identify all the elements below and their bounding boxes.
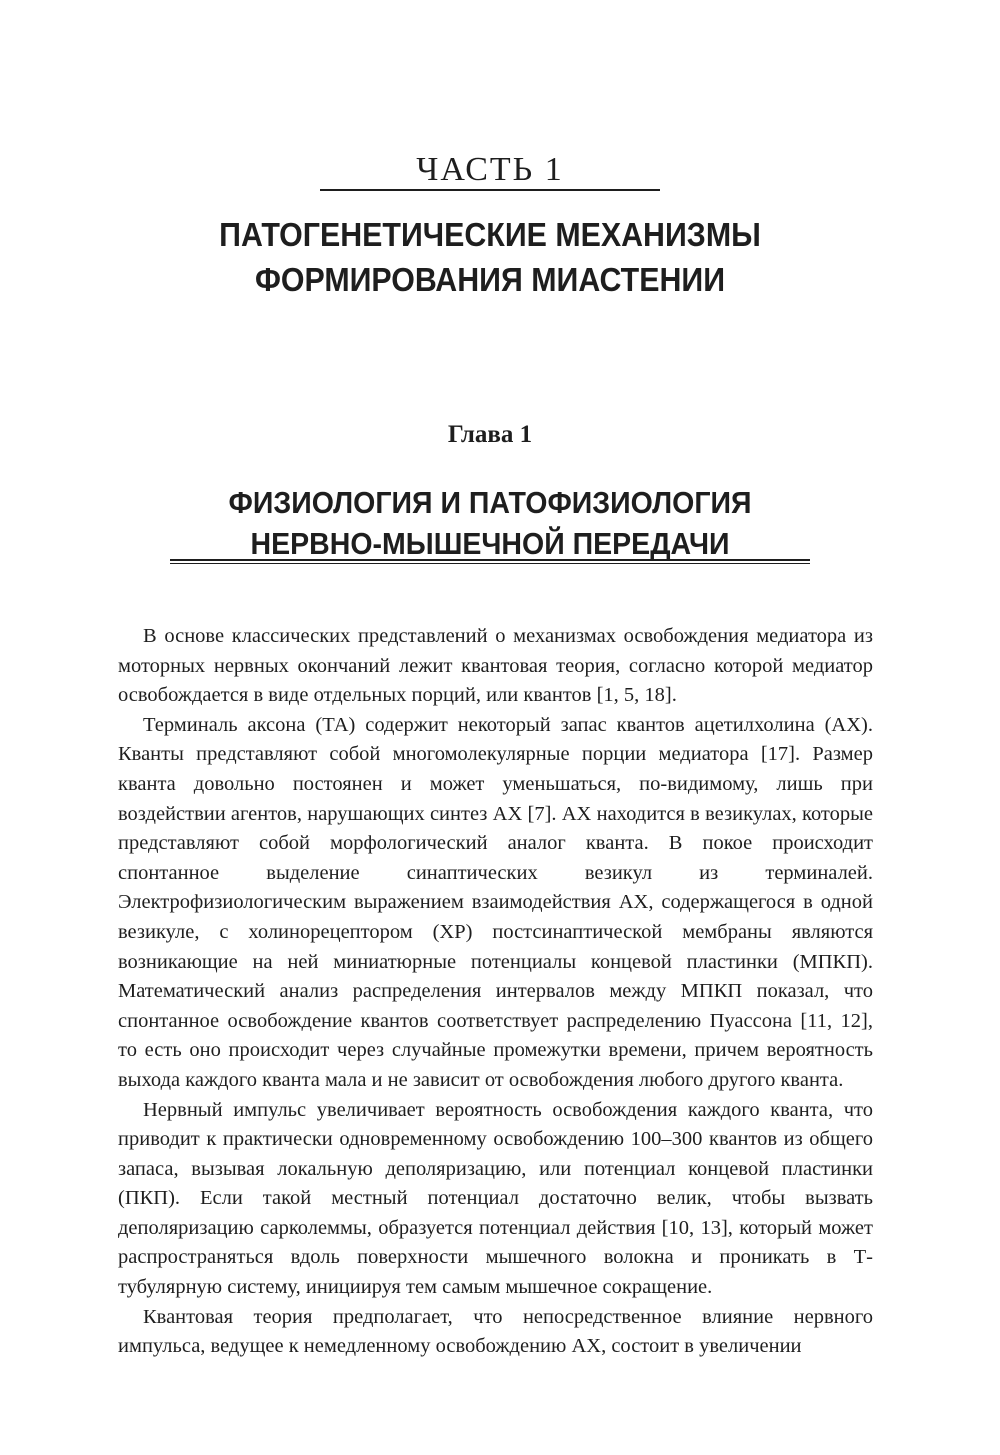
paragraph: Квантовая теория предполагает, что непосредственное влияние нервного импульса, ведущее к немедленному освобождению АХ, состоит в увеличении — [118, 1305, 873, 1358]
paragraph: Нервный импульс увеличивает вероятность освобождения каждого кванта, что приводит к практически одновременному освобождению 100–300 квантов из общего запаса, вызывая локальную деполяризацию, или потенциал концевой пластинки (ПКП). Если такой местный потенциал достаточно велик, чтобы вызвать деполяризацию сарколеммы, образуется потенциал действия [10, 13], который может распространяться вдоль поверхности мышечного волокна и проникать в Т-тубулярную систему, инициируя тем самым мышечное сокращение. — [118, 1098, 873, 1299]
part-label: ЧАСТЬ 1 — [416, 151, 564, 188]
part-title — [39, 212, 941, 302]
body-text — [118, 622, 873, 1362]
chapter-title — [39, 482, 941, 564]
chapter-title-line-2: НЕРВНО-МЫШЕЧНОЙ ПЕРЕДАЧИ — [250, 526, 730, 561]
paragraph: Терминаль аксона (ТА) содержит некоторый запас квантов ацетилхолина (АХ). Кванты представляют собой многомолекулярные порции медиатора [17]. Размер кванта довольно постоянен и может уменьшаться, по-видимому, лишь при воздействии агентов, нарушающих синтез АХ [7]. АХ находится в везикулах, которые представляют собой морфологический аналог кванта. В покое происходит спонтанное выделение синаптических везикул из терминалей. Электрофизиологическим выражением взаимодействия АХ, содержащегося в одной везикуле, с холинорецептором (ХР) постсинаптической мембраны являются возникающие на ней миниатюрные потенциалы концевой пластинки (МПКП). Математический анализ распределения интервалов между МПКП показал, что спонтанное освобождение квантов соответствует распределению Пуассона [11, 12], то есть оно происходит через случайные промежутки времени, причем вероятность выхода каждого кванта мала и не зависит от освобождения любого другого кванта. — [118, 713, 873, 1091]
chapter-label: Глава 1 — [447, 421, 533, 448]
paragraph: В основе классических представлений о механизмах освобождения медиатора из моторных нервных окончаний лежит квантовая теория, согласно которой медиатор освобождается в виде отдельных порций, или квантов [1, 5, 18]. — [118, 625, 873, 707]
chapter-title-line-1: ФИЗИОЛОГИЯ И ПАТОФИЗИОЛОГИЯ — [228, 485, 752, 520]
part-divider — [320, 189, 660, 191]
part-title-line-2: ФОРМИРОВАНИЯ МИАСТЕНИИ — [254, 261, 726, 298]
part-title-line-1: ПАТОГЕНЕТИЧЕСКИЕ МЕХАНИЗМЫ — [219, 216, 761, 253]
chapter-divider — [170, 559, 810, 564]
